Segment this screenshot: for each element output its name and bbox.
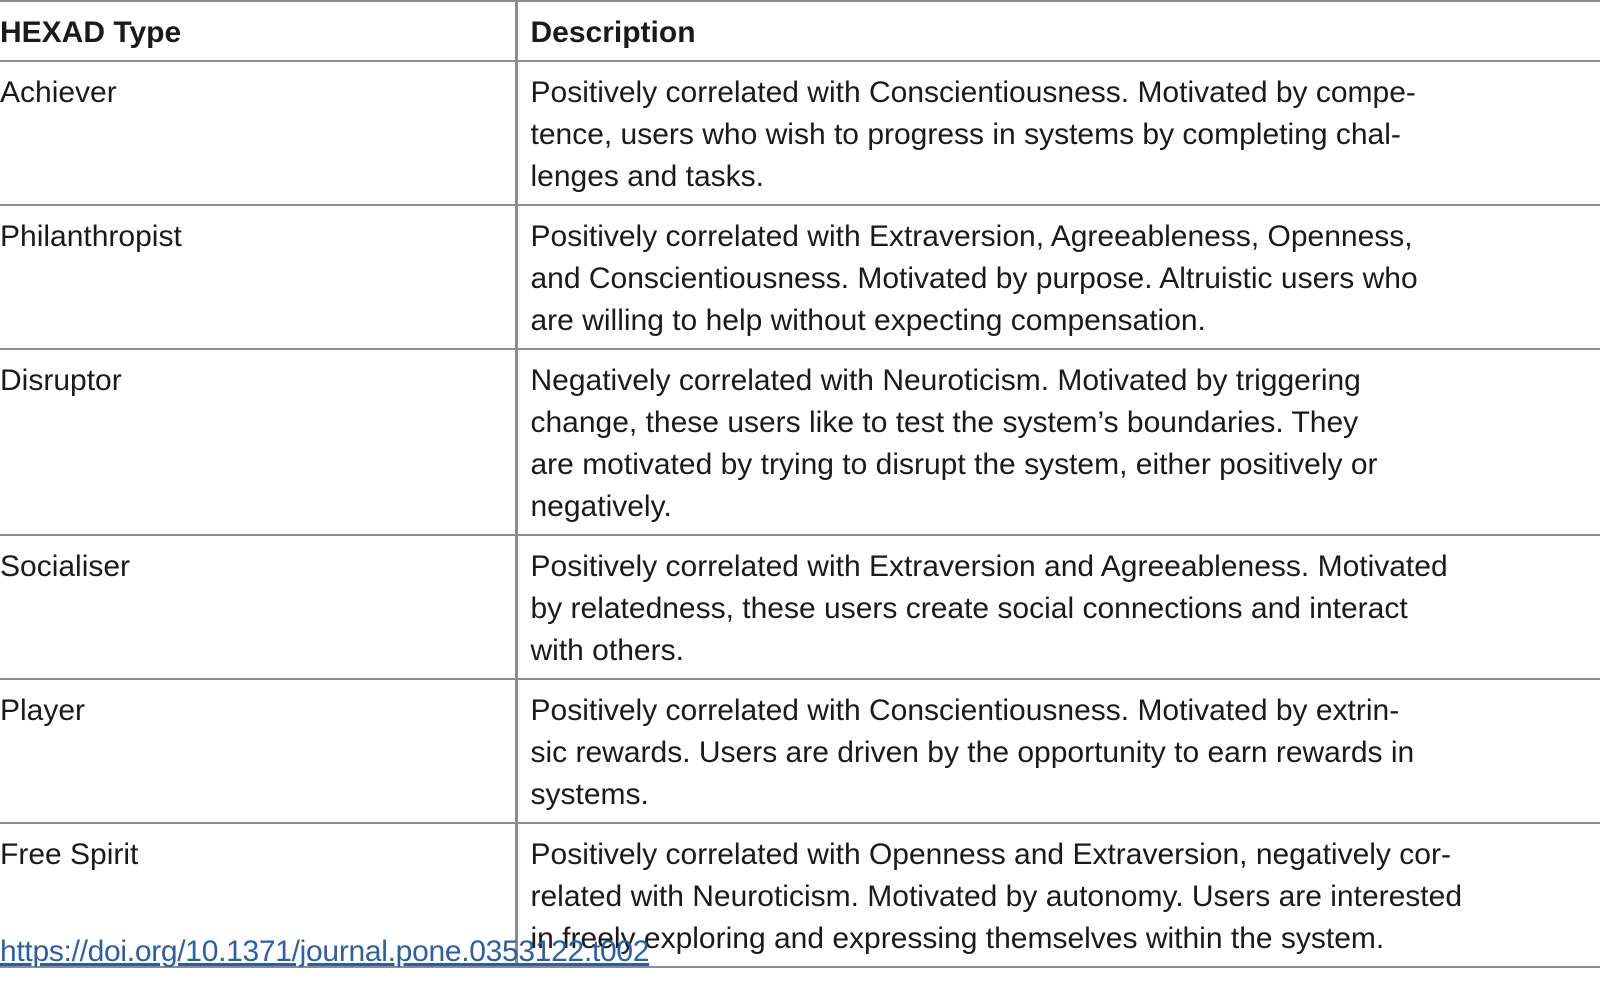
hexad-description-text: Positively correlated with Extraversion and Agreeableness. Motivated by relatedness, these users create social connections and interact with others. <box>530 550 1448 667</box>
hexad-type-cell <box>0 679 516 823</box>
hexad-description-cell <box>516 535 1600 679</box>
hexad-description-cell <box>516 679 1600 823</box>
hexad-description-text: Negatively correlated with Neuroticism. Motivated by triggering change, these users like to test the system’s boundaries. They are motivated by trying to disrupt the system, either positively or negatively. <box>530 364 1378 523</box>
table-row <box>0 679 1600 823</box>
hexad-type-cell <box>0 61 516 205</box>
header-hexad-type <box>0 1 516 61</box>
table-row <box>0 349 1600 535</box>
hexad-description-cell <box>516 823 1600 967</box>
header-description-label: Description <box>530 16 696 49</box>
hexad-type-cell <box>0 535 516 679</box>
table-body <box>0 61 1600 967</box>
hexad-type-name: Achiever <box>0 76 117 109</box>
hexad-description-text: Positively correlated with Conscientiousness. Motivated by compe- tence, users who wish to progress in systems by completing chal- lenges and tasks. <box>530 76 1416 193</box>
header-hexad-type-label: HEXAD Type <box>0 16 182 49</box>
hexad-description-text: Positively correlated with Extraversion, Agreeableness, Openness, and Conscientiousness. Motivated by purpose. Altruistic users who are willing to help without expecting compensation. <box>530 220 1418 337</box>
table-row <box>0 205 1600 349</box>
hexad-description-cell <box>516 61 1600 205</box>
hexad-description-text: Positively correlated with Conscientiousness. Motivated by extrin- sic rewards. Users are driven by the opportunity to earn rewards in systems. <box>530 694 1415 811</box>
header-description <box>516 1 1600 61</box>
hexad-description-text: Positively correlated with Openness and Extraversion, negatively cor- related with Neuroticism. Motivated by autonomy. Users are interested in freely exploring and expressing themselves within the system. <box>530 838 1463 955</box>
doi-link[interactable]: https://doi.org/10.1371/journal.pone.0353122.t002 <box>0 935 650 968</box>
table-header-row <box>0 1 1600 61</box>
hexad-type-name: Socialiser <box>0 550 131 583</box>
hexad-type-cell <box>0 205 516 349</box>
table-row <box>0 61 1600 205</box>
hexad-description-cell <box>516 205 1600 349</box>
hexad-type-name: Free Spirit <box>0 838 139 871</box>
hexad-description-cell <box>516 349 1600 535</box>
table-row <box>0 535 1600 679</box>
hexad-type-name: Disruptor <box>0 364 122 397</box>
hexad-type-name: Player <box>0 694 86 727</box>
hexad-type-name: Philanthropist <box>0 220 182 253</box>
hexad-type-cell <box>0 349 516 535</box>
